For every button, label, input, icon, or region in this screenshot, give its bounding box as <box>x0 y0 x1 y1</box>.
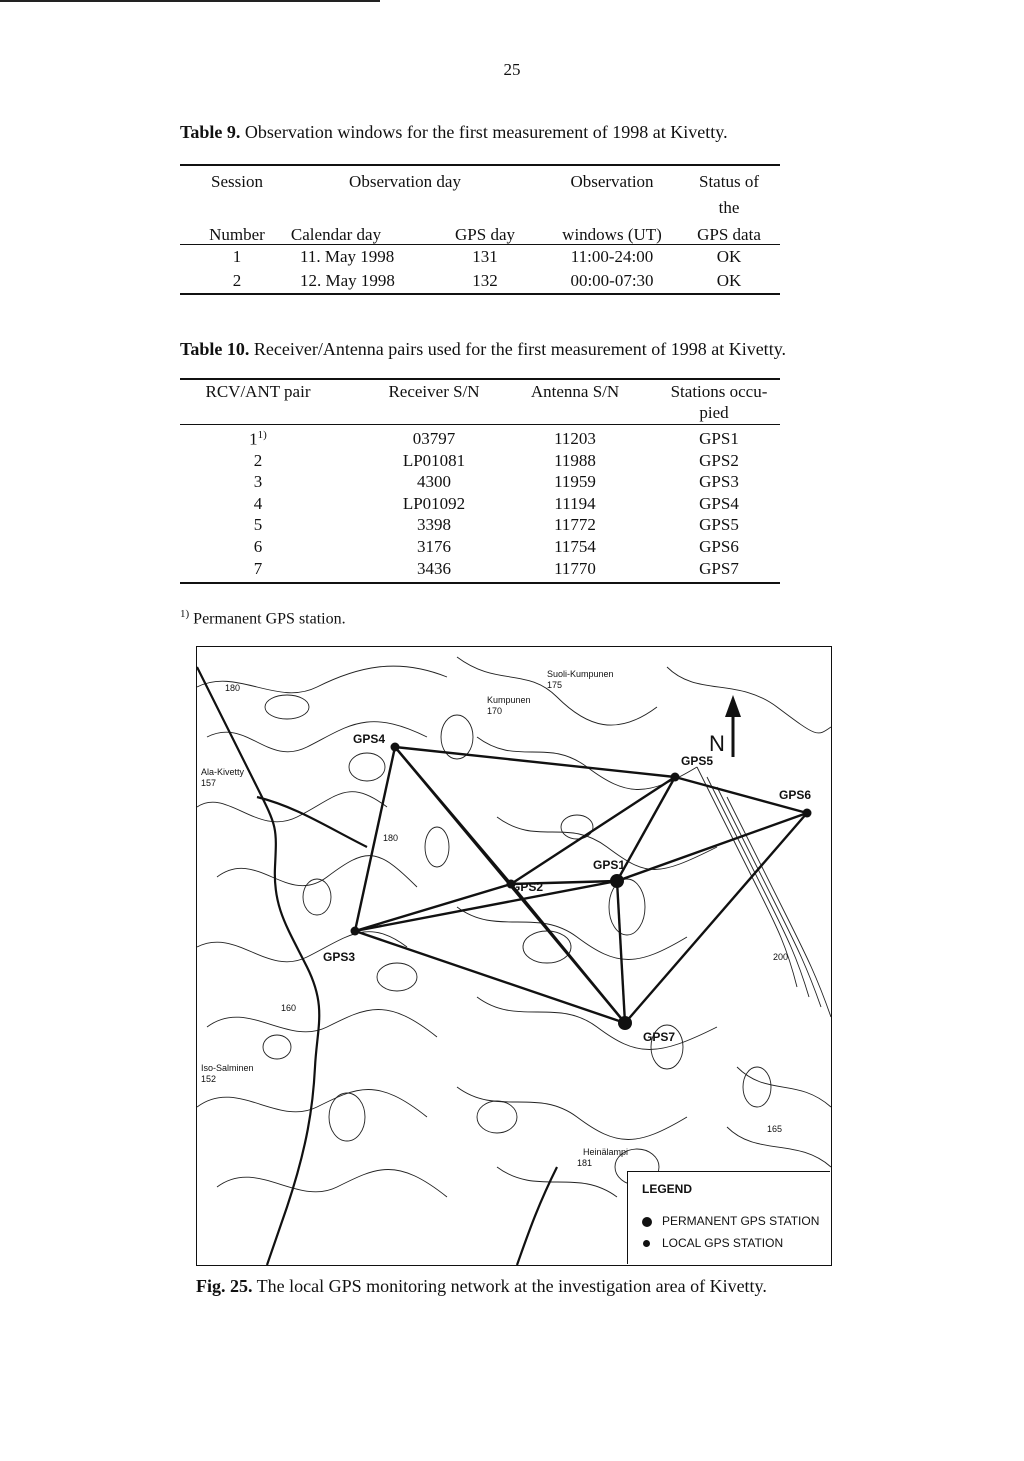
table9-header-calendar-day: Calendar day <box>290 225 382 244</box>
table9-caption-text: Observation windows for the first measurement of 1998 at Kivetty. <box>240 122 728 142</box>
table10-cell <box>699 537 739 557</box>
table10-cell-text: 6 <box>253 537 263 556</box>
table10-cell-text: 11988 <box>554 450 596 470</box>
north-arrow <box>709 695 741 757</box>
table10-header-pair: RCV/ANT pair <box>205 382 311 401</box>
table10-cell <box>403 451 465 471</box>
table9-cell: 11. May 1998 <box>300 247 395 266</box>
table10-cell-text: GPS1 <box>699 429 739 448</box>
contour-label: 160 <box>281 1003 297 1013</box>
gps5-label: GPS5 <box>681 754 714 768</box>
table10-cell-text: 11772 <box>554 515 596 535</box>
legend-local <box>642 1236 783 1250</box>
gps1-marker <box>610 874 624 888</box>
table10-cell-text: 3 <box>253 472 263 492</box>
table10-cell-text: 1 <box>249 429 258 449</box>
roads <box>197 667 557 1265</box>
table10-cell-text: 4 <box>253 493 263 513</box>
table9-cell: 12. May 1998 <box>300 271 395 290</box>
table10-cell <box>554 494 595 514</box>
table10-cell <box>554 429 596 449</box>
table10-cell <box>417 559 451 579</box>
place-ala-kivetty: Ala-Kivetty <box>201 767 245 777</box>
table10-cell <box>417 515 451 535</box>
place-suoli-kumpunen: Suoli-Kumpunen <box>547 669 614 679</box>
legend-permanent <box>642 1214 819 1228</box>
contour-label: 180 <box>225 683 241 693</box>
table10-cell-text: 11203 <box>554 429 596 448</box>
place-suoli-kumpunen-height: 175 <box>547 680 563 690</box>
table9-cell: 132 <box>472 271 498 290</box>
table10-caption-text: Receiver/Antenna pairs used for the first measurement of 1998 at Kivetty. <box>249 339 787 359</box>
page-number: 25 <box>503 60 521 79</box>
table10-header-receiver: Receiver S/N <box>388 382 480 401</box>
table9-header-gps-day: GPS day <box>455 225 515 244</box>
contour-lines <box>197 657 831 1197</box>
table10-cell-text: 3398 <box>417 515 451 535</box>
table9-header-observation-day: Observation day <box>349 172 461 191</box>
table9-cell: 131 <box>472 247 498 266</box>
gps7-label: GPS7 <box>643 1030 676 1044</box>
gps7-marker <box>618 1016 632 1030</box>
table10-cell <box>699 559 739 579</box>
gps6-label: GPS6 <box>779 788 812 802</box>
table10-bottom-rule <box>180 582 780 584</box>
local-station-icon <box>643 1240 650 1247</box>
table10-cell-text: LP01081 <box>402 450 466 470</box>
table10-cell <box>403 494 465 514</box>
table10-header-rule <box>180 424 780 425</box>
table9-caption <box>180 122 728 143</box>
gps3-marker <box>351 927 360 936</box>
place-kumpunen: Kumpunen <box>487 695 531 705</box>
footnote-marker: 1) <box>257 429 267 441</box>
table10-cell-text: 03797 <box>412 429 456 448</box>
table10-cell-text: GPS7 <box>699 558 739 578</box>
table10-cell-text: 11770 <box>554 558 596 578</box>
table9-cell: 2 <box>232 271 242 290</box>
table10-cell-text: 5 <box>253 515 263 535</box>
table10-cell <box>554 472 596 492</box>
legend-permanent-label: PERMANENT GPS STATION <box>662 1214 820 1228</box>
figure-caption <box>196 1276 767 1297</box>
table10-cell-text: GPS2 <box>699 450 739 470</box>
north-label: N <box>709 731 725 756</box>
table10-label: Table 10. <box>180 339 250 359</box>
table10-header-stations: Stations occu- <box>670 382 768 401</box>
table9-label: Table 9. <box>180 122 241 142</box>
table9-cell: 11:00-24:00 <box>570 247 654 266</box>
table10-cell-text: 11959 <box>554 472 596 492</box>
place-iso-salminen-height: 152 <box>201 1074 217 1084</box>
gps5-marker <box>671 773 680 782</box>
table9-top-rule <box>180 164 780 166</box>
place-heinalampi-height: 181 <box>577 1158 593 1168</box>
gps4-marker <box>391 743 400 752</box>
table10-cell <box>413 429 456 449</box>
contour-label: 200 <box>773 952 789 962</box>
table10-cell <box>699 472 739 492</box>
table9-header-gps-data: GPS data <box>697 225 761 244</box>
permanent-station-icon <box>642 1217 652 1227</box>
table10-cell <box>699 429 739 449</box>
table10-header-antenna: Antenna S/N <box>530 382 620 401</box>
gps2-label: GPS2 <box>511 880 544 894</box>
table10-cell-text: 11754 <box>554 537 596 556</box>
table10-top-rule <box>180 378 780 380</box>
table10-cell <box>254 451 263 471</box>
table9-cell: 1 <box>232 247 242 266</box>
gps-network-map <box>196 646 832 1266</box>
gps3-label: GPS3 <box>323 950 356 964</box>
gps6-marker <box>803 809 812 818</box>
table10-cell <box>417 472 451 492</box>
footnote <box>180 608 346 628</box>
table10-header-stations-cont: pied <box>699 403 729 422</box>
footnote-text: Permanent GPS station. <box>189 610 346 628</box>
station-labels <box>323 732 811 1044</box>
table10-cell <box>417 537 451 557</box>
contour-label: 165 <box>767 1124 783 1134</box>
network-lines <box>355 747 807 1023</box>
table10-cell <box>254 472 263 492</box>
table10-cell-text: GPS6 <box>699 537 739 556</box>
legend-local-label: LOCAL GPS STATION <box>662 1236 784 1250</box>
table10-cell-text: GPS4 <box>699 493 739 513</box>
table9-cell: OK <box>716 271 742 290</box>
table9-cell: OK <box>716 247 742 266</box>
table10-cell-text: 4300 <box>417 472 451 492</box>
table10-cell <box>254 559 263 579</box>
table10-cell <box>249 429 267 450</box>
place-heinalampi: Heinälampi <box>583 1147 629 1157</box>
table9-header-rule <box>180 244 780 245</box>
table10-caption <box>180 339 786 360</box>
table10-cell <box>699 494 739 514</box>
table10-cell <box>254 537 263 557</box>
table10-cell-text: GPS5 <box>699 515 739 535</box>
gps4-label: GPS4 <box>353 732 386 746</box>
table10-cell-text: 7 <box>253 558 263 578</box>
table9-cell: 00:00-07:30 <box>570 271 654 290</box>
table10-cell <box>699 515 739 535</box>
place-ala-kivetty-height: 157 <box>201 778 217 788</box>
table10-cell-text: 3436 <box>417 558 451 578</box>
figure-label: Fig. 25. <box>196 1276 253 1296</box>
table10-cell-text: GPS3 <box>699 472 739 492</box>
footnote-marker: 1) <box>180 608 190 620</box>
table10-cell-text: 11194 <box>554 493 596 513</box>
table10-cell <box>554 515 596 535</box>
table10-cell <box>554 537 596 557</box>
top-border-line <box>0 0 380 2</box>
place-iso-salminen: Iso-Salminen <box>201 1063 254 1073</box>
legend-title: LEGEND <box>642 1182 693 1196</box>
table10-cell-text: LP01092 <box>402 493 466 513</box>
place-kumpunen-height: 170 <box>487 706 503 716</box>
table10-cell <box>254 494 263 514</box>
table9-header-status: Status of <box>699 172 759 191</box>
figure-caption-text: The local GPS monitoring network at the investigation area of Kivetty. <box>252 1276 767 1296</box>
table9-header-status-the: the <box>718 198 740 217</box>
table10-cell <box>554 559 596 579</box>
gps1-label: GPS1 <box>593 858 626 872</box>
table9-header-observation: Observation <box>570 172 654 191</box>
table10-cell-text: 3176 <box>417 537 451 556</box>
table9-header-number: Number <box>209 225 265 244</box>
table9-header-windows: windows (UT) <box>562 225 662 244</box>
table10-cell-text: 2 <box>253 450 263 470</box>
table10-cell <box>254 515 263 535</box>
map-legend <box>627 1171 830 1264</box>
table9-header-session: Session <box>211 172 263 191</box>
table10-cell <box>554 451 596 471</box>
contour-label: 180 <box>383 833 399 843</box>
table9-bottom-rule <box>180 293 780 295</box>
table10-cell <box>699 451 739 471</box>
